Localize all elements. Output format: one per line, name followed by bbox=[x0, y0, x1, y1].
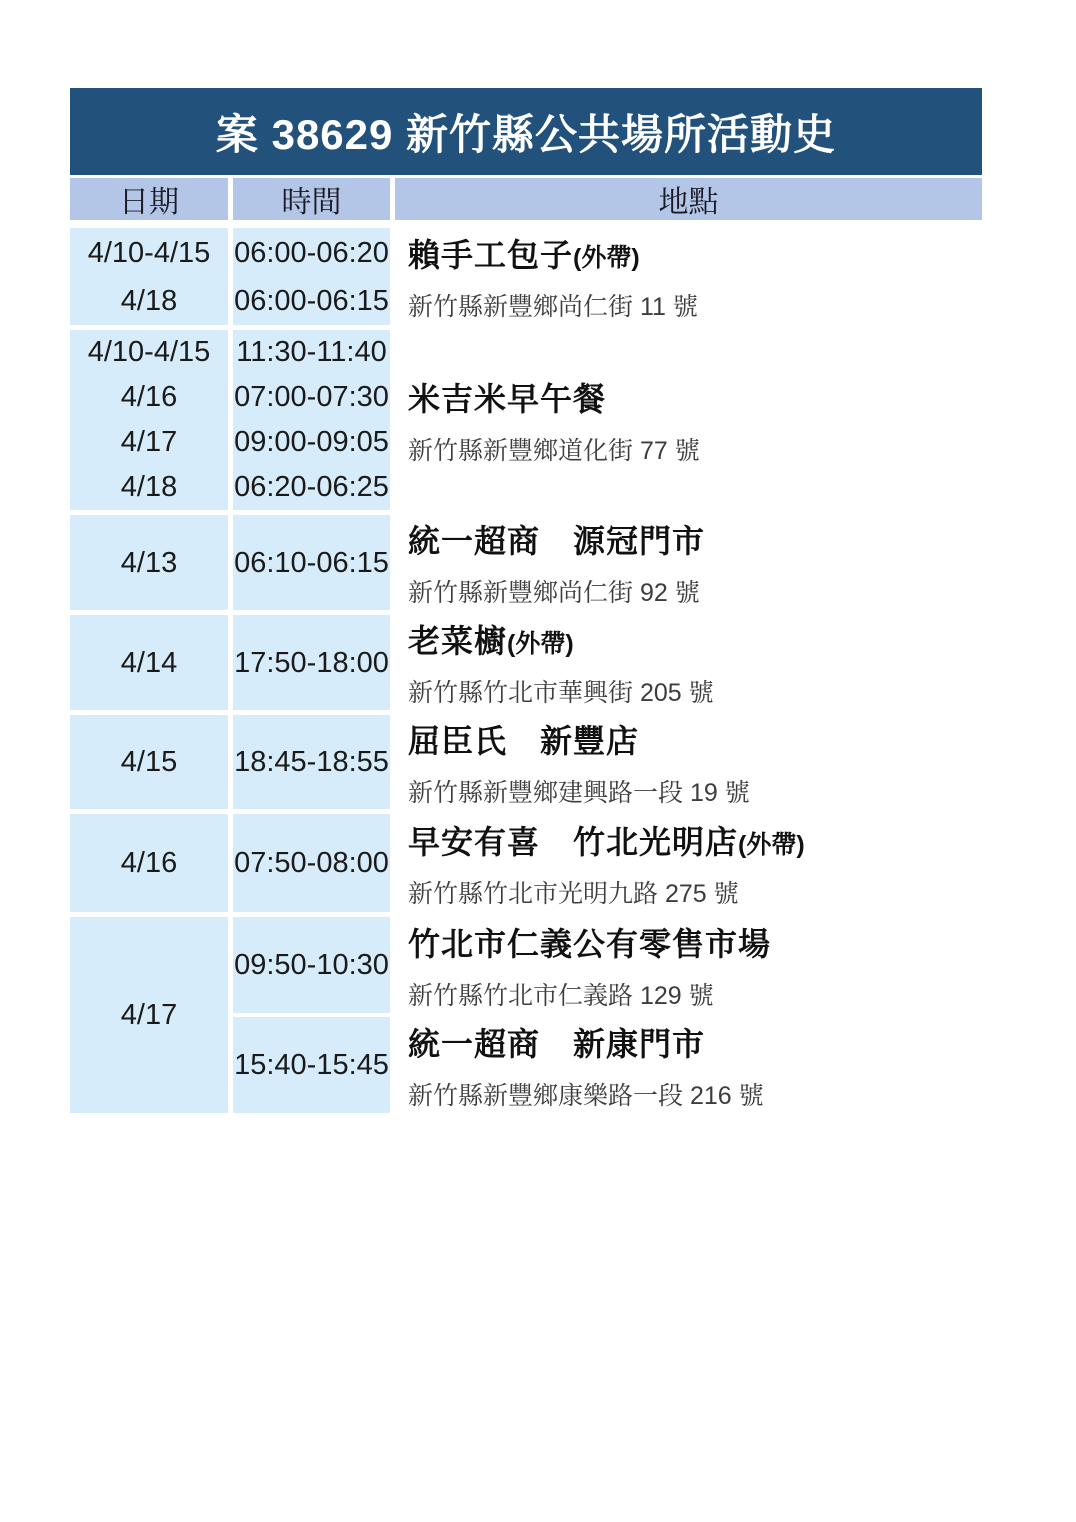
time-cell bbox=[233, 715, 390, 809]
time-value: 09:00-09:05 bbox=[234, 426, 389, 458]
column-header-time: 時間 bbox=[233, 178, 390, 220]
time-value: 09:50-10:30 bbox=[234, 949, 389, 981]
location-name-line bbox=[408, 919, 982, 965]
time-value: 07:50-08:00 bbox=[234, 847, 389, 879]
location-cell bbox=[395, 330, 982, 510]
date-value: 4/18 bbox=[120, 471, 178, 503]
location-address: 新竹縣新豐鄉道化街 77 號 bbox=[408, 436, 700, 465]
date-cell bbox=[70, 615, 228, 710]
location-name: 屈臣氏 新豐店 bbox=[408, 722, 640, 759]
time-value: 07:00-07:30 bbox=[234, 381, 389, 413]
time-value: 18:45-18:55 bbox=[234, 746, 389, 778]
location-name-line bbox=[408, 817, 982, 863]
location-name-line bbox=[408, 374, 982, 420]
location-name-line bbox=[408, 516, 982, 562]
time-value: 06:00-06:15 bbox=[234, 284, 389, 317]
location-cell bbox=[395, 615, 982, 710]
date-value: 4/17 bbox=[120, 999, 178, 1031]
location-cell bbox=[395, 1017, 982, 1113]
takeout-label: (外帶) bbox=[507, 630, 574, 658]
location-name: 統一超商 新康門市 bbox=[408, 1025, 706, 1062]
location-address: 新竹縣新豐鄉尚仁街 11 號 bbox=[408, 293, 698, 321]
time-value: 06:20-06:25 bbox=[234, 471, 389, 503]
location-address: 新竹縣新豐鄉康樂路一段 216 號 bbox=[408, 1081, 764, 1110]
time-cell bbox=[233, 917, 390, 1013]
location-name-line bbox=[408, 1019, 982, 1065]
location-address: 新竹縣新豐鄉尚仁街 92 號 bbox=[408, 579, 700, 607]
location-name: 早安有喜 竹北光明店 bbox=[408, 823, 739, 860]
location-name: 竹北市仁義公有零售市場 bbox=[408, 925, 772, 962]
table-row-group bbox=[70, 715, 982, 809]
date-value: 4/14 bbox=[120, 646, 178, 679]
location-name: 統一超商 源冠門市 bbox=[408, 523, 706, 559]
date-value: 4/18 bbox=[120, 284, 178, 317]
activity-table bbox=[70, 88, 982, 1118]
time-value: 15:40-15:45 bbox=[234, 1049, 389, 1081]
takeout-label: (外帶) bbox=[738, 830, 805, 859]
location-address: 新竹縣新豐鄉建興路一段 19 號 bbox=[408, 778, 750, 807]
location-name: 老菜櫥 bbox=[408, 623, 508, 659]
location-cell bbox=[395, 917, 982, 1013]
time-cell bbox=[233, 615, 390, 710]
location-cell bbox=[395, 228, 982, 325]
location-cell bbox=[395, 814, 982, 912]
time-cell bbox=[233, 515, 390, 610]
location-subcolumn bbox=[395, 917, 982, 1113]
time-cell bbox=[233, 1017, 390, 1113]
location-name: 賴手工包子 bbox=[408, 237, 574, 273]
column-header-location: 地點 bbox=[395, 178, 982, 220]
table-row-group bbox=[70, 330, 982, 510]
time-cell bbox=[233, 330, 390, 510]
date-value: 4/10-4/15 bbox=[87, 236, 211, 269]
location-address: 新竹縣竹北市光明九路 275 號 bbox=[408, 879, 739, 908]
date-cell bbox=[70, 228, 228, 325]
time-value: 17:50-18:00 bbox=[234, 646, 389, 679]
location-name-line bbox=[408, 230, 982, 276]
date-value: 4/10-4/15 bbox=[87, 336, 211, 368]
column-header-date: 日期 bbox=[70, 178, 228, 220]
location-address: 新竹縣竹北市華興街 205 號 bbox=[408, 679, 714, 707]
date-cell bbox=[70, 917, 228, 1113]
column-header-row bbox=[70, 178, 982, 220]
location-cell bbox=[395, 515, 982, 610]
time-cell bbox=[233, 814, 390, 912]
table-row-group bbox=[70, 917, 982, 1113]
date-value: 4/13 bbox=[120, 546, 178, 579]
table-row-group bbox=[70, 228, 982, 325]
location-address: 新竹縣竹北市仁義路 129 號 bbox=[408, 981, 714, 1010]
date-value: 4/17 bbox=[120, 426, 178, 458]
date-value: 4/16 bbox=[120, 381, 178, 413]
time-subcolumn bbox=[233, 917, 390, 1113]
takeout-label: (外帶) bbox=[573, 244, 640, 272]
date-value: 4/16 bbox=[120, 847, 178, 879]
time-cell bbox=[233, 228, 390, 325]
location-name-line bbox=[408, 716, 982, 762]
location-cell bbox=[395, 715, 982, 809]
location-name-line bbox=[408, 616, 982, 662]
date-cell bbox=[70, 814, 228, 912]
date-cell bbox=[70, 715, 228, 809]
time-value: 11:30-11:40 bbox=[236, 336, 387, 368]
date-cell bbox=[70, 330, 228, 510]
table-row-group bbox=[70, 814, 982, 912]
date-cell bbox=[70, 515, 228, 610]
date-value: 4/15 bbox=[120, 746, 178, 778]
table-row-group bbox=[70, 515, 982, 610]
table-row-group bbox=[70, 615, 982, 710]
time-value: 06:00-06:20 bbox=[234, 236, 389, 269]
table-title: 案 38629 新竹縣公共場所活動史 bbox=[70, 88, 982, 175]
time-value: 06:10-06:15 bbox=[234, 546, 389, 579]
location-name: 米吉米早午餐 bbox=[408, 380, 607, 417]
